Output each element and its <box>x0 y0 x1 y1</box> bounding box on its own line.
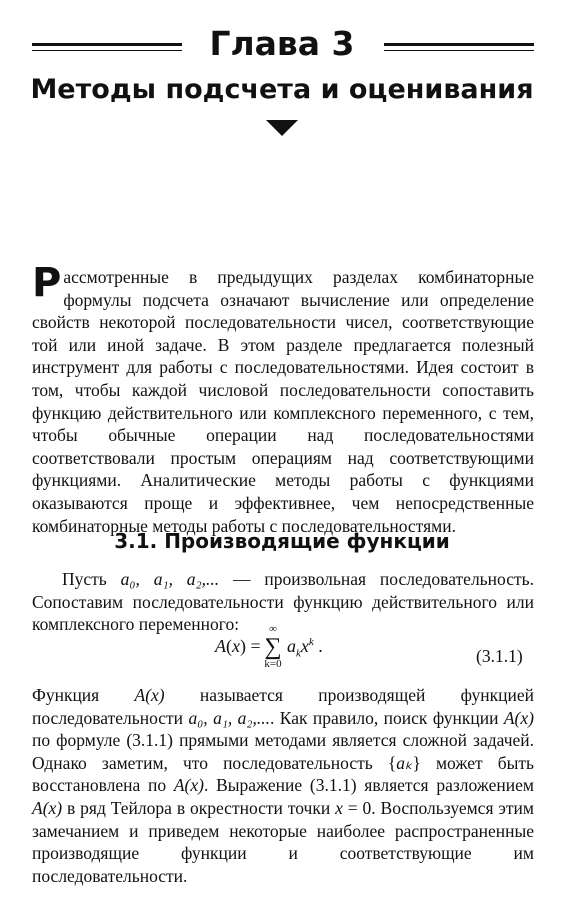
section-title: 3.1. Производящие функции <box>114 529 450 553</box>
p2-x: x <box>335 797 343 818</box>
paragraph-2 <box>32 684 534 887</box>
formula-lhs: A(x) = <box>215 636 261 656</box>
p2-text-1: Функция <box>32 685 135 705</box>
sum-block <box>261 624 285 670</box>
p2-ak: aₖ <box>396 752 413 773</box>
formula-3-1-1 <box>215 623 323 670</box>
formula-number: (3.1.1) <box>476 646 523 666</box>
down-triangle-icon <box>266 120 298 136</box>
p2-text-6: . Выражение (3.1.1) является разложением <box>203 775 535 796</box>
p2-Ax-1: A(x) <box>134 685 165 705</box>
p1-text-2: — произвольная последовательность. Сопоставим последовательности функцию действительного или комплексного переменного: <box>32 569 534 635</box>
sum-symbol: ∑ <box>264 634 282 660</box>
p2-text-8: = 0. Воспользуемся этим замечанием и приведем некоторые наиболее распространенные производящие функции и соответствующие им последовательности. <box>32 797 534 886</box>
p2-Ax-4: A(x) <box>32 797 63 818</box>
sum-lower-limit: k=0 <box>264 658 282 670</box>
p2-text-7: в ряд Тейлора в окрестности точки <box>62 797 336 818</box>
p2-text-2: называется производящей функцией последовательности <box>32 685 534 728</box>
chapter-title: Методы подсчета и оценивания <box>30 74 534 105</box>
sum-upper-limit: ∞ <box>269 623 277 635</box>
formula-rhs: $a_kx^k$ . <box>287 636 323 660</box>
drop-cap: Р <box>32 260 62 306</box>
intro-paragraph <box>32 260 534 537</box>
p2-sequence: a₀, a₁, a₂,... <box>188 707 271 728</box>
intro-text: ассмотренные в предыдущих разделах комбинаторные формулы подсчета означают вычисление или определение свойств некоторой последовательности чисел, соответствующие той или иной задаче. В этом разделе предлагается полезный инструмент для работы с последовательностями. Идея состоит в том, чтобы каждой числовой последовательности сопоставить функцию действительного или комплексного переменного, с тем, чтобы обычные операции над последовательностями соответствовали простым операциям над соответствующими функциями. Аналитические методы работы с функциями оказываются проще и эффективнее, чем непосредственные комбинаторные методы работы с последовательностями. <box>32 267 534 536</box>
p1-text-1: Пусть <box>62 569 121 589</box>
p2-text-4: по формуле (3.1.1) прямыми методами является сложной задачей. Однако заметим, что последовательность { <box>32 730 534 773</box>
p1-sequence: a₀, a₁, a₂,... <box>120 569 220 589</box>
p2-Ax-3: A(x) <box>173 775 204 796</box>
chapter-label: Глава 3 <box>209 24 355 63</box>
p2-text-3: . Как правило, поиск функции <box>270 707 504 728</box>
p2-text-5: } может быть восстановлена по <box>32 752 534 796</box>
p2-Ax-2: A(x) <box>503 707 534 728</box>
